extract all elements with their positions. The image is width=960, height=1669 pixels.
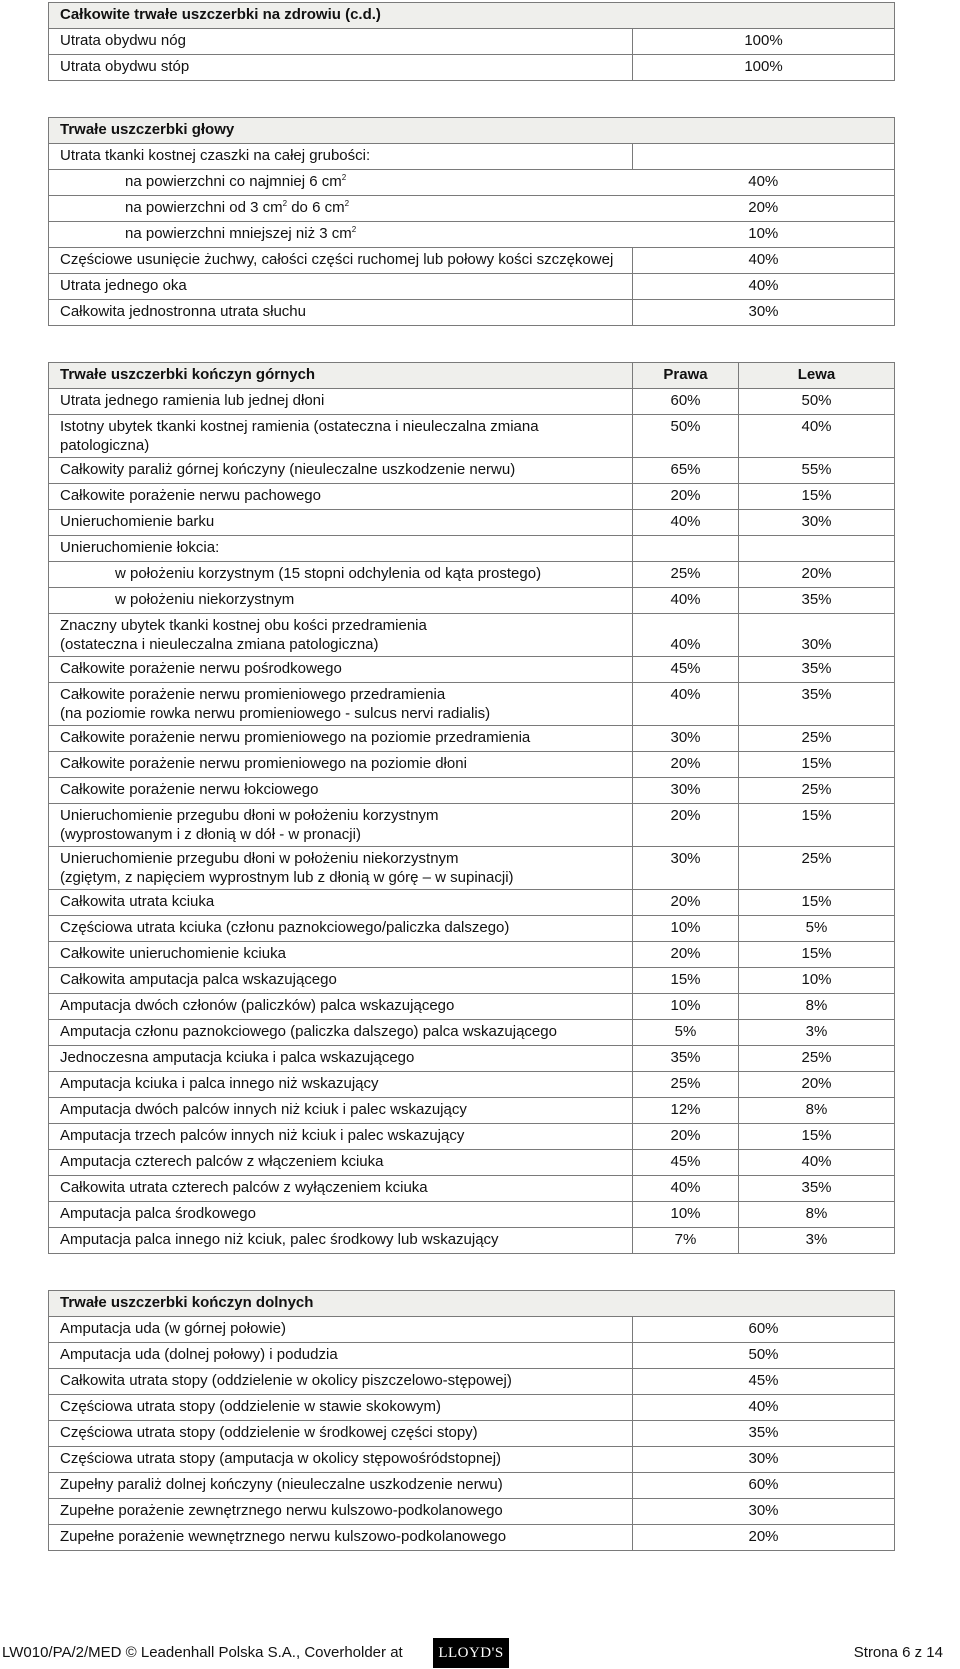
row-value-right: 10% xyxy=(633,994,739,1020)
row-label: Całkowite porażenie nerwu pachowego xyxy=(49,484,633,510)
table-row xyxy=(49,1525,895,1551)
row-label: Utrata obydwu stóp xyxy=(49,55,633,81)
table-row xyxy=(49,415,895,458)
row-value-right: 60% xyxy=(633,389,739,415)
table-row xyxy=(49,562,895,588)
row-label: Amputacja dwóch palców innych niż kciuk i palec wskazujący xyxy=(49,1098,633,1124)
section-title: Trwałe uszczerbki kończyn górnych xyxy=(49,363,633,389)
table-row xyxy=(49,1098,895,1124)
row-label: Amputacja trzech palców innych niż kciuk i palec wskazujący xyxy=(49,1124,633,1150)
table-row xyxy=(49,1317,895,1343)
row-value-left: 55% xyxy=(739,458,895,484)
table-total-impairments xyxy=(48,2,895,81)
table-row xyxy=(49,1447,895,1473)
table-row xyxy=(49,657,895,683)
row-value-right: 20% xyxy=(633,484,739,510)
row-value-left: 3% xyxy=(739,1020,895,1046)
row-value-right: 30% xyxy=(633,726,739,752)
table-row xyxy=(49,752,895,778)
table-upper-limb-impairments xyxy=(48,362,895,1254)
row-label: Amputacja dwóch członów (paliczków) palca wskazującego xyxy=(49,994,633,1020)
row-value-left: 25% xyxy=(739,726,895,752)
row-value: 30% xyxy=(633,1447,895,1473)
row-value-left: 8% xyxy=(739,994,895,1020)
row-label: Częściowa utrata stopy (oddzielenie w środkowej części stopy) xyxy=(49,1421,633,1447)
row-label: na powierzchni mniejszej niż 3 $cm^2$ xyxy=(49,222,633,248)
table-row xyxy=(49,144,895,170)
row-value-right: 20% xyxy=(633,942,739,968)
table-row xyxy=(49,1046,895,1072)
row-label: Jednoczesna amputacja kciuka i palca wskazującego xyxy=(49,1046,633,1072)
footer-copyright: LW010/PA/2/MED © Leadenhall Polska S.A., Coverholder at xyxy=(2,1644,403,1661)
row-label: Unieruchomienie łokcia: xyxy=(49,536,633,562)
row-value xyxy=(633,144,895,170)
row-value: 100% xyxy=(633,29,895,55)
row-value-right: 20% xyxy=(633,752,739,778)
row-value: 45% xyxy=(633,1369,895,1395)
table-row xyxy=(49,1072,895,1098)
table-row xyxy=(49,916,895,942)
row-value-left: 15% xyxy=(739,804,895,847)
row-value-left: 25% xyxy=(739,847,895,890)
table-row xyxy=(49,1499,895,1525)
row-label: w położeniu korzystnym (15 stopni odchylenia od kąta prostego) xyxy=(49,562,633,588)
row-value-left: 25% xyxy=(739,778,895,804)
row-label: Całkowite porażenie nerwu promieniowego na poziomie dłoni xyxy=(49,752,633,778)
row-value-right: 7% xyxy=(633,1228,739,1254)
table-row xyxy=(49,942,895,968)
row-value-left: 15% xyxy=(739,942,895,968)
table-row xyxy=(49,170,895,196)
section-title: Trwałe uszczerbki kończyn dolnych xyxy=(49,1291,895,1317)
row-value-right: 45% xyxy=(633,1150,739,1176)
page-number: Strona 6 z 14 xyxy=(853,1644,943,1661)
table-row xyxy=(49,248,895,274)
table-row xyxy=(49,55,895,81)
row-label: Zupełny paraliż dolnej kończyny (nieuleczalne uszkodzenie nerwu) xyxy=(49,1473,633,1499)
row-value-right: 65% xyxy=(633,458,739,484)
row-value-right: 40% xyxy=(633,683,739,726)
row-label: Całkowite unieruchomienie kciuka xyxy=(49,942,633,968)
row-label: Całkowite porażenie nerwu łokciowego xyxy=(49,778,633,804)
row-label: Utrata tkanki kostnej czaszki na całej grubości: xyxy=(49,144,633,170)
lloyds-logo: LLOYD'S xyxy=(433,1638,509,1668)
row-label: Amputacja członu paznokciowego (paliczka dalszego) palca wskazującego xyxy=(49,1020,633,1046)
table-row xyxy=(49,274,895,300)
row-label: Częściowe usunięcie żuchwy, całości części ruchomej lub połowy kości szczękowej xyxy=(49,248,633,274)
row-value-left: 40% xyxy=(739,415,895,458)
row-value-right: 5% xyxy=(633,1020,739,1046)
row-value-right: 20% xyxy=(633,890,739,916)
row-value: 40% xyxy=(633,170,895,196)
table-row xyxy=(49,588,895,614)
table-row xyxy=(49,222,895,248)
row-label: Unieruchomienie przegubu dłoni w położeniu korzystnym (wyprostowanym i z dłonią w dół - w pronacji) xyxy=(49,804,633,847)
table-row xyxy=(49,1421,895,1447)
row-label: Częściowa utrata kciuka (członu paznokciowego/paliczka dalszego) xyxy=(49,916,633,942)
row-value-right: 50% xyxy=(633,415,739,458)
row-value-left: 25% xyxy=(739,1046,895,1072)
row-value-right: 20% xyxy=(633,1124,739,1150)
finger-rows xyxy=(49,890,895,1254)
row-value-left: 30% xyxy=(739,614,895,657)
row-value: 40% xyxy=(633,274,895,300)
row-value-right: 30% xyxy=(633,778,739,804)
row-value-right: 35% xyxy=(633,1046,739,1072)
table-row xyxy=(49,458,895,484)
row-value: 20% xyxy=(633,196,895,222)
row-value: 35% xyxy=(633,1421,895,1447)
row-label: Częściowa utrata stopy (amputacja w okolicy stępowośródstopnej) xyxy=(49,1447,633,1473)
row-label: Całkowita amputacja palca wskazującego xyxy=(49,968,633,994)
row-value-left: 15% xyxy=(739,890,895,916)
table-row xyxy=(49,1020,895,1046)
row-label: Zupełne porażenie zewnętrznego nerwu kulszowo-podkolanowego xyxy=(49,1499,633,1525)
document-page xyxy=(48,2,894,1587)
row-value-left: 35% xyxy=(739,683,895,726)
row-value: 20% xyxy=(633,1525,895,1551)
row-label: Unieruchomienie przegubu dłoni w położeniu niekorzystnym (zgiętym, z napięciem wyprostnym lub z dłonią w górę – w supinacji) xyxy=(49,847,633,890)
row-label: Całkowita utrata kciuka xyxy=(49,890,633,916)
table-row xyxy=(49,614,895,657)
row-value-right: 40% xyxy=(633,614,739,657)
row-value-right: 25% xyxy=(633,1072,739,1098)
table-row xyxy=(49,1395,895,1421)
row-label: Utrata obydwu nóg xyxy=(49,29,633,55)
row-value-left: 3% xyxy=(739,1228,895,1254)
table-row xyxy=(49,1150,895,1176)
table-row xyxy=(49,1124,895,1150)
row-value-left xyxy=(739,536,895,562)
row-label: Amputacja palca innego niż kciuk, palec środkowy lub wskazujący xyxy=(49,1228,633,1254)
row-value-right: 30% xyxy=(633,847,739,890)
table-row xyxy=(49,1176,895,1202)
row-value: 30% xyxy=(633,300,895,326)
row-value-left: 5% xyxy=(739,916,895,942)
row-value: 60% xyxy=(633,1317,895,1343)
row-value-right: 12% xyxy=(633,1098,739,1124)
table-row xyxy=(49,1473,895,1499)
table-row xyxy=(49,510,895,536)
column-header-right: Prawa xyxy=(633,363,739,389)
row-value-left: 35% xyxy=(739,588,895,614)
table-row xyxy=(49,994,895,1020)
table-row xyxy=(49,29,895,55)
row-value-left: 35% xyxy=(739,657,895,683)
row-value-left: 50% xyxy=(739,389,895,415)
table-lower-limb-impairments xyxy=(48,1290,895,1551)
row-label: Istotny ubytek tkanki kostnej ramienia (ostateczna i nieuleczalna zmiana patologiczna) xyxy=(49,415,633,458)
row-value: 10% xyxy=(633,222,895,248)
row-value-left: 20% xyxy=(739,562,895,588)
row-value-right: 15% xyxy=(633,968,739,994)
row-label: Całkowite porażenie nerwu promieniowego na poziomie przedramienia xyxy=(49,726,633,752)
row-value-right: 40% xyxy=(633,588,739,614)
row-value-right: 45% xyxy=(633,657,739,683)
row-value: 100% xyxy=(633,55,895,81)
table-row xyxy=(49,804,895,847)
table-row xyxy=(49,968,895,994)
table-row xyxy=(49,1202,895,1228)
row-label: Całkowite porażenie nerwu pośrodkowego xyxy=(49,657,633,683)
row-value-left: 20% xyxy=(739,1072,895,1098)
table-row xyxy=(49,196,895,222)
table-row xyxy=(49,536,895,562)
row-value: 40% xyxy=(633,248,895,274)
row-value-left: 8% xyxy=(739,1098,895,1124)
row-value-right: 40% xyxy=(633,510,739,536)
row-label: Utrata jednego oka xyxy=(49,274,633,300)
row-value: 40% xyxy=(633,1395,895,1421)
row-value-right: 40% xyxy=(633,1176,739,1202)
row-value: 30% xyxy=(633,1499,895,1525)
row-label: Całkowita jednostronna utrata słuchu xyxy=(49,300,633,326)
column-header-left: Lewa xyxy=(739,363,895,389)
row-value-right: 10% xyxy=(633,916,739,942)
table-row xyxy=(49,847,895,890)
table-row xyxy=(49,1228,895,1254)
row-value-right: 25% xyxy=(633,562,739,588)
table-row xyxy=(49,1343,895,1369)
row-value-left: 15% xyxy=(739,752,895,778)
row-label: Częściowa utrata stopy (oddzielenie w stawie skokowym) xyxy=(49,1395,633,1421)
table-row xyxy=(49,778,895,804)
table-row xyxy=(49,389,895,415)
row-label: Całkowity paraliż górnej kończyny (nieuleczalne uszkodzenie nerwu) xyxy=(49,458,633,484)
row-value-left: 35% xyxy=(739,1176,895,1202)
row-label: Całkowita utrata czterech palców z wyłączeniem kciuka xyxy=(49,1176,633,1202)
table-head-impairments xyxy=(48,117,895,326)
row-value-left: 40% xyxy=(739,1150,895,1176)
row-value-left: 15% xyxy=(739,1124,895,1150)
row-value-left: 15% xyxy=(739,484,895,510)
row-value-left: 10% xyxy=(739,968,895,994)
table-row xyxy=(49,683,895,726)
table-row xyxy=(49,300,895,326)
table-row xyxy=(49,484,895,510)
section-title: Trwałe uszczerbki głowy xyxy=(49,118,895,144)
row-value-right xyxy=(633,536,739,562)
row-label: Amputacja uda (w górnej połowie) xyxy=(49,1317,633,1343)
row-value-right: 20% xyxy=(633,804,739,847)
row-value: 50% xyxy=(633,1343,895,1369)
row-label: Amputacja uda (dolnej połowy) i podudzia xyxy=(49,1343,633,1369)
row-label: Znaczny ubytek tkanki kostnej obu kości przedramienia (ostateczna i nieuleczalna zmiana patologiczna) xyxy=(49,614,633,657)
row-label: Amputacja czterech palców z włączeniem kciuka xyxy=(49,1150,633,1176)
table-row xyxy=(49,1369,895,1395)
table-row xyxy=(49,890,895,916)
row-label: w położeniu niekorzystnym xyxy=(49,588,633,614)
row-label: na powierzchni od 3 $cm^2$ do 6 $cm^2$ xyxy=(49,196,633,222)
row-value-left: 30% xyxy=(739,510,895,536)
row-value-right: 10% xyxy=(633,1202,739,1228)
row-label: Zupełne porażenie wewnętrznego nerwu kulszowo-podkolanowego xyxy=(49,1525,633,1551)
row-value: 60% xyxy=(633,1473,895,1499)
row-label: Całkowite porażenie nerwu promieniowego przedramienia (na poziomie rowka nerwu promieniowego - sulcus nervi radialis) xyxy=(49,683,633,726)
row-label: na powierzchni co najmniej 6 $cm^2$ xyxy=(49,170,633,196)
section-title: Całkowite trwałe uszczerbki na zdrowiu (c.d.) xyxy=(49,3,895,29)
row-value-left: 8% xyxy=(739,1202,895,1228)
row-label: Utrata jednego ramienia lub jednej dłoni xyxy=(49,389,633,415)
row-label: Unieruchomienie barku xyxy=(49,510,633,536)
row-label: Całkowita utrata stopy (oddzielenie w okolicy piszczelowo-stępowej) xyxy=(49,1369,633,1395)
row-label: Amputacja palca środkowego xyxy=(49,1202,633,1228)
page-footer xyxy=(0,1638,960,1668)
table-row xyxy=(49,726,895,752)
row-label: Amputacja kciuka i palca innego niż wskazujący xyxy=(49,1072,633,1098)
